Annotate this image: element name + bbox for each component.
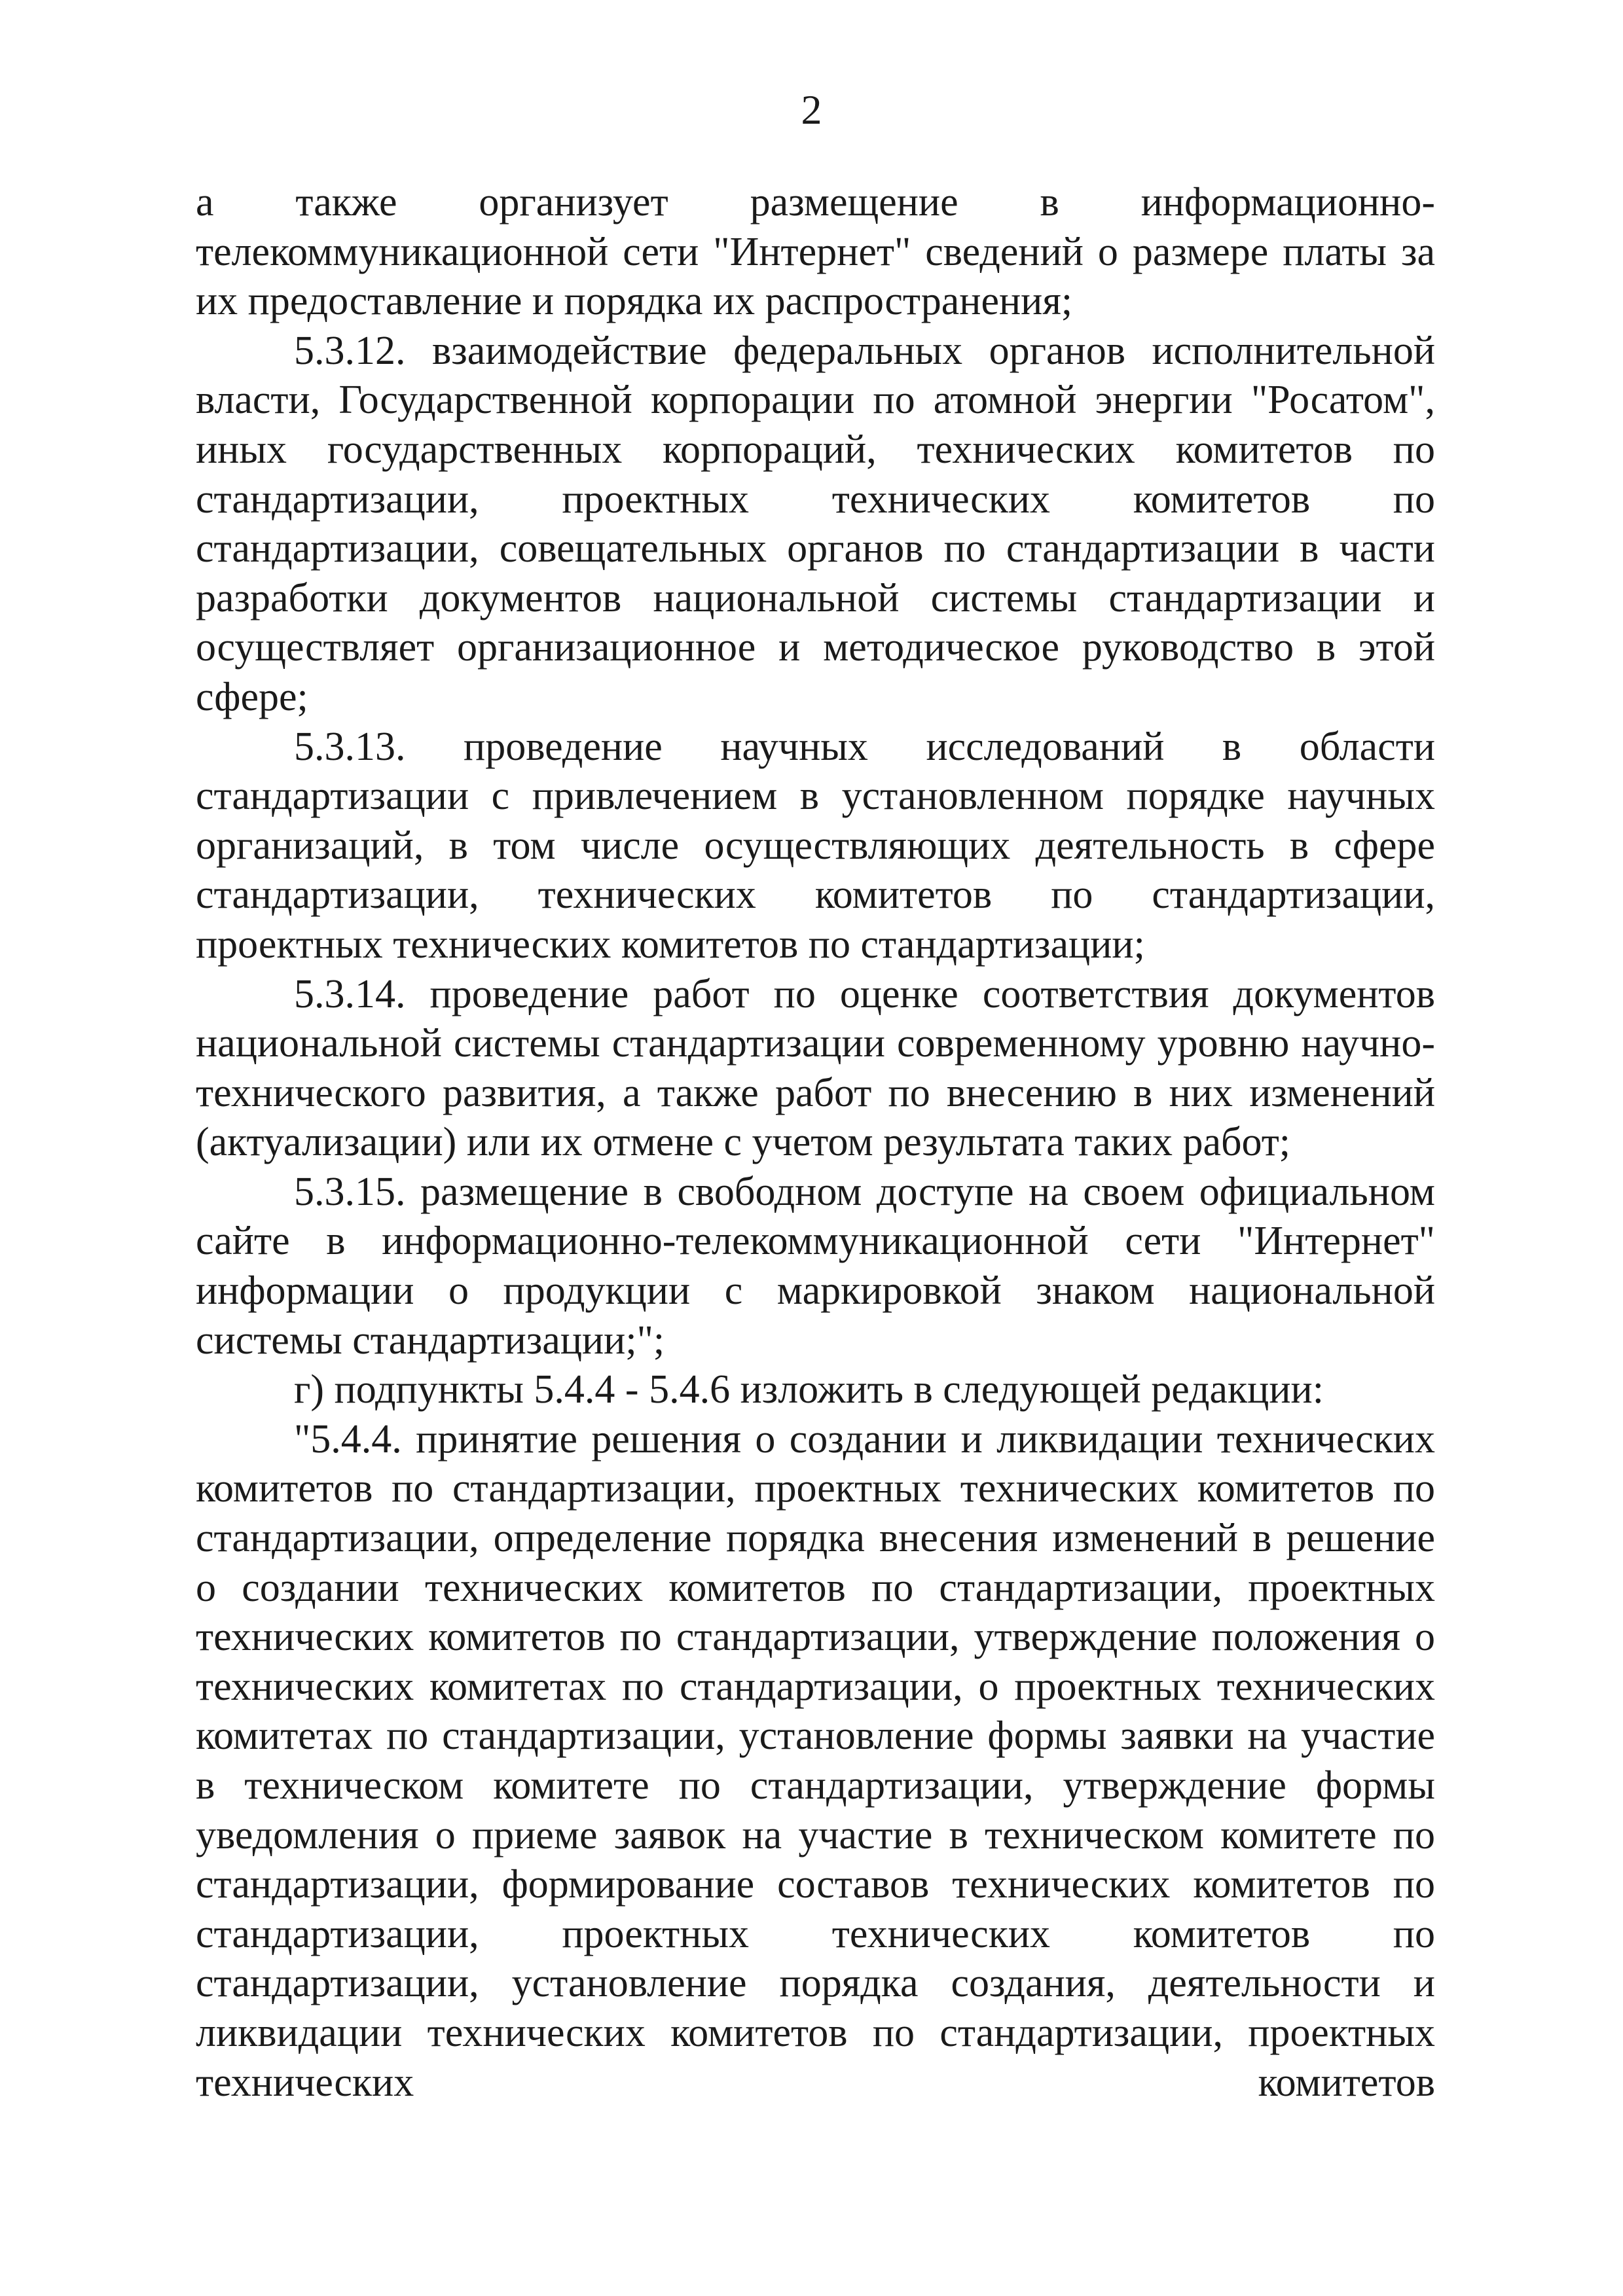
paragraph-5-4-4: "5.4.4. принятие решения о создании и ликвидации технических комитетов по стандартизации, проектных технических комитетов по стандартизации, определение порядка внесения изменений в решение о создании технических комитетов по стандартизации, проектных технических комитетов по стандартизации, утверждение положения о технических комитетах по стандартизации, о проектных технических комитетах по стандартизации, установление формы заявки на участие в техническом комитете по стандартизации, утверждение формы уведомления о приеме заявок на участие в техническом комитете по стандартизации, формирование составов технических комитетов по стандартизации, проектных технических комитетов по стандартизации, установление порядка создания, деятельности и ликвидации технических комитетов по стандартизации, проектных технических комитетов [196,1416,1435,2105]
paragraph-5-3-12: 5.3.12. взаимодействие федеральных органов исполнительной власти, Государственной корпорации по атомной энергии "Росатом", иных государственных корпораций, технических комитетов по стандартизации, проектных технических комитетов по стандартизации, совещательных органов по стандартизации в части разработки документов национальной системы стандартизации и осуществляет организационное и методическое руководство в этой сфере; [196,328,1435,719]
paragraph-5-3-15: 5.3.15. размещение в свободном доступе на своем официальном сайте в информационно-телекоммуникационной сети "Интернет" информации о продукции с маркировкой знаком национальной системы стандартизации;"; [196,1169,1435,1363]
paragraph-5-3-14: 5.3.14. проведение работ по оценке соответствия документов национальной системы стандартизации современному уровню научно-технического развития, а также работ по внесению в них изменений (актуализации) или их отмене с учетом результата таких работ; [196,971,1435,1165]
paragraph-continuation: а также организует размещение в информационно-телекоммуникационной сети "Интернет" сведений о размере платы за их предоставление и порядка их распространения; [196,180,1435,324]
document-body [196,178,1435,2108]
paragraph-amendment-g: г) подпункты 5.4.4 - 5.4.6 изложить в следующей редакции: [294,1367,1324,1412]
page-number: 2 [801,86,822,133]
paragraph-5-3-13: 5.3.13. проведение научных исследований в области стандартизации с привлечением в установленном порядке научных организаций, в том числе осуществляющих деятельность в сфере стандартизации, технических комитетов по стандартизации, проектных технических комитетов по стандартизации; [196,724,1435,967]
